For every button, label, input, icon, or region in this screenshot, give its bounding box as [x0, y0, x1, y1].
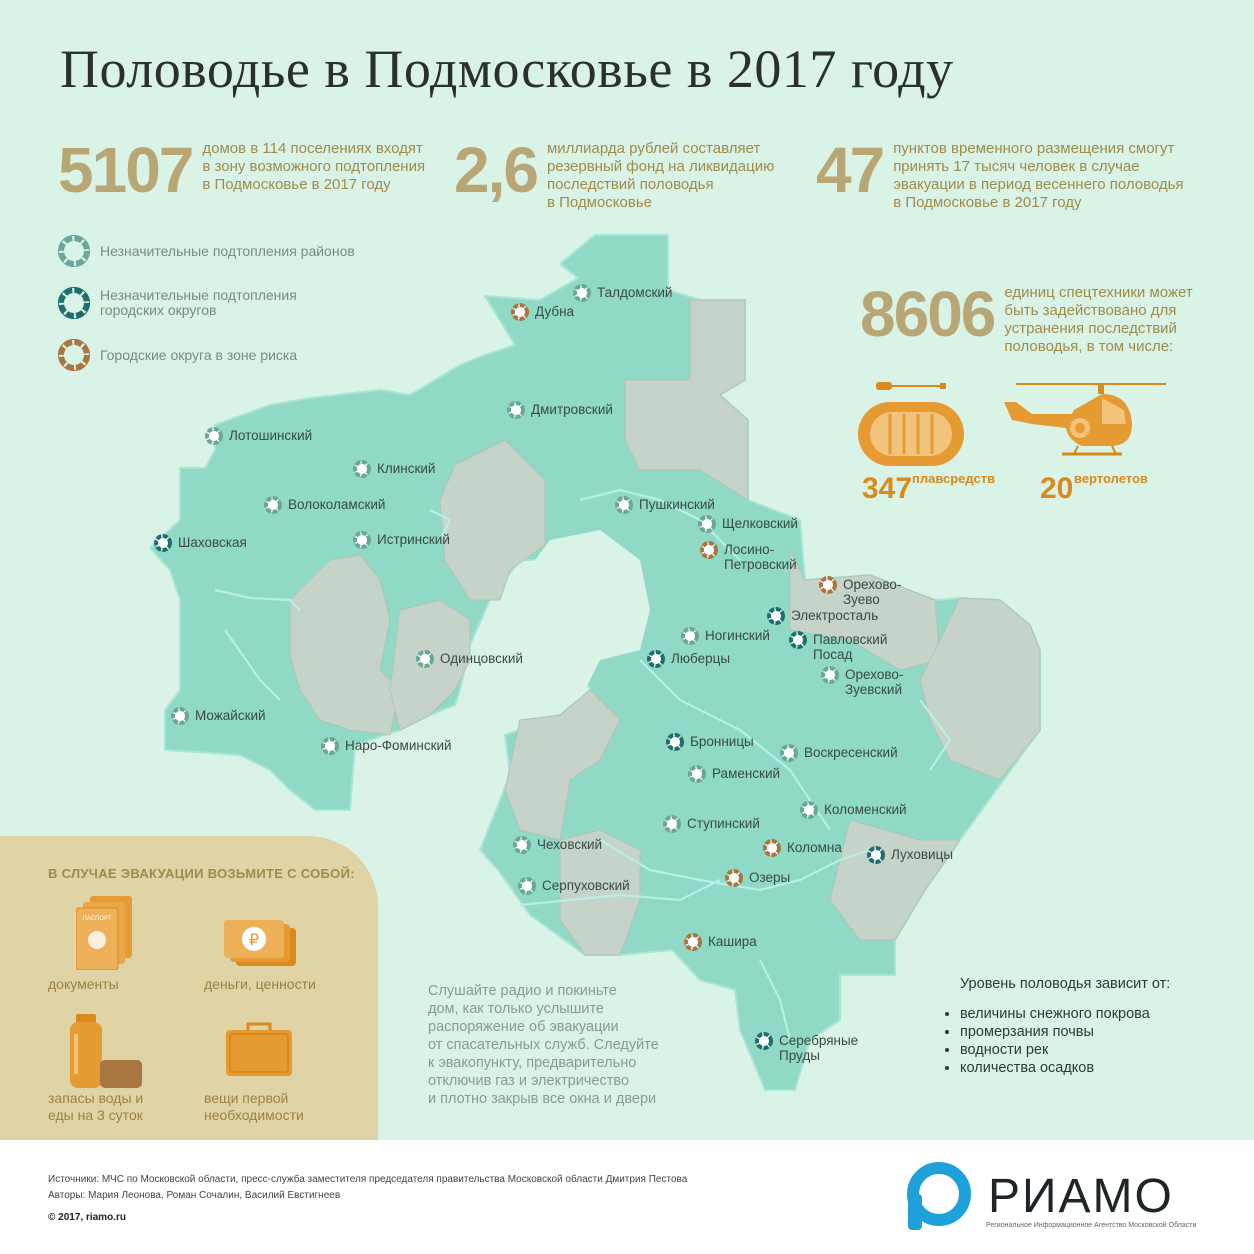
lifebuoy-icon: [788, 630, 808, 650]
city-dubna: Дубна: [510, 302, 574, 322]
lifebuoy-icon: [506, 400, 526, 420]
lifebuoy-icon: [687, 764, 707, 784]
evacuation-item-essentials: вещи первой необходимости: [204, 1090, 304, 1123]
stat-text: единиц спецтехники может быть задействовано для устранения последствий половодья, в том числе:: [1004, 284, 1193, 355]
city-ozery: Озеры: [724, 868, 790, 888]
lifebuoy-icon: [762, 838, 782, 858]
footer: [0, 1140, 1254, 1254]
thermos-icon: [66, 1014, 146, 1090]
city-shchelkovsky: Щелковский: [697, 514, 798, 534]
city-serpukhovsky: Серпуховский: [517, 876, 630, 896]
city-bronnitsy: Бронницы: [665, 732, 754, 752]
lifebuoy-icon: [415, 649, 435, 669]
lifebuoy-icon: [766, 606, 786, 626]
lifebuoy-icon: [352, 530, 372, 550]
city-orekhovo-zuevsky: Орехово- Зуевский: [820, 665, 903, 697]
money-icon: [220, 916, 300, 968]
helicopter-icon: [1002, 380, 1168, 460]
lifebuoy-icon: [646, 649, 666, 669]
passport-label: ПАСПОРТ: [82, 916, 112, 922]
suitcase-icon: [226, 1022, 292, 1078]
stat-number: 5107: [58, 134, 193, 206]
lifebuoy-icon: [754, 1031, 774, 1051]
city-pushkinsky: Пушкинский: [614, 495, 715, 515]
city-noginsky: Ногинский: [680, 626, 770, 646]
city-losino-petrovsky: Лосино- Петровский: [699, 540, 797, 572]
city-istrinsky: Истринский: [352, 530, 450, 550]
helicopters-count: 20: [1040, 472, 1074, 505]
authors-text: Авторы: Мария Леонова, Роман Сочалин, Василий Евстигнеев: [48, 1190, 341, 1201]
lifebuoy-icon: [799, 800, 819, 820]
copyright-text: © 2017, riamo.ru: [48, 1212, 126, 1223]
city-chekhovsky: Чеховский: [512, 835, 602, 855]
city-serebryanye-prudy: Серебряные Пруды: [754, 1031, 858, 1063]
city-elektrostal: Электросталь: [766, 606, 878, 626]
legend-label: Городские округа в зоне риска: [100, 346, 298, 363]
legend-label: Незначительные подтопления городских округов: [100, 287, 297, 318]
lifebuoy-icon: [779, 743, 799, 763]
city-kolomensky: Коломенский: [799, 800, 907, 820]
lifebuoy-icon: [263, 495, 283, 515]
city-lyubertsy: Люберцы: [646, 649, 730, 669]
flood-factors: [946, 975, 1170, 1077]
city-ramensky: Раменский: [687, 764, 780, 784]
evacuation-heading: В СЛУЧАЕ ЭВАКУАЦИИ ВОЗЬМИТЕ С СОБОЙ:: [48, 866, 355, 881]
lifebuoy-icon: [170, 706, 190, 726]
lifebuoy-icon: [697, 514, 717, 534]
city-kashira: Кашира: [683, 932, 757, 952]
sources-text: Источники: МЧС по Московской области, пресс-служба заместителя председателя правительства Московской области Дмитрия Пестова: [48, 1174, 688, 1185]
factor-item: • количества осадков: [960, 1059, 1170, 1077]
city-kolomna: Коломна: [762, 838, 842, 858]
city-mozhaysky: Можайский: [170, 706, 266, 726]
factor-item: • водности рек: [960, 1041, 1170, 1059]
documents-icon: [76, 896, 136, 970]
city-taldomsky: Талдомский: [572, 283, 672, 303]
city-odintsovsky: Одинцовский: [415, 649, 523, 669]
city-pavlovsky-posad: Павловский Посад: [788, 630, 887, 662]
stat-text: миллиарда рублей составляет резервный фонд на ликвидацию последствий половодья в Подмосковье: [546, 140, 775, 211]
riamo-logo: [906, 1160, 1197, 1232]
boats-label: плавсредств: [912, 471, 996, 486]
lifebuoy-icon: [662, 814, 682, 834]
legend-label: Незначительные подтопления районов: [100, 242, 355, 259]
city-lukhovitsy: Луховицы: [866, 845, 953, 865]
helicopters-label: вертолетов: [1074, 471, 1148, 486]
page-title: Половодье в Подмосковье в 2017 году: [60, 39, 954, 99]
city-lotoshinsky: Лотошинский: [204, 426, 312, 446]
lifebuoy-icon: [680, 626, 700, 646]
ruble-sign: ₽: [248, 930, 260, 949]
stat-text: пунктов временного размещения смогут принять 17 тысяч человек в случае эвакуации в период весеннего половодья в Подмосковье в 2017 году: [893, 140, 1184, 211]
boats-count: 347: [862, 472, 913, 505]
evacuation-note: Слушайте радио и покиньте дом, как только услышите распоряжение об эвакуации от спасательных служб. Следуйте к эвакопункту, предварительно отключив газ и электричество и плотно закрыв все окна и двери: [428, 983, 659, 1107]
city-orekhovo-zuevo: Орехово- Зуево: [818, 575, 901, 607]
boat-icon: [856, 378, 968, 470]
evacuation-item-documents: документы: [48, 976, 119, 992]
factor-item: • промерзания почвы: [960, 1023, 1170, 1041]
evacuation-item-food: запасы воды и еды на 3 суток: [48, 1090, 144, 1123]
city-dmitrovsky: Дмитровский: [506, 400, 613, 420]
stat-number: 2,6: [454, 134, 537, 206]
stat-text: домов в 114 поселениях входят в зону возможного подтопления в Подмосковье в 2017 году: [202, 140, 426, 193]
lifebuoy-icon: [517, 876, 537, 896]
city-naro-fominsky: Наро-Фоминский: [320, 736, 452, 756]
lifebuoy-icon: [614, 495, 634, 515]
lifebuoy-icon: [665, 732, 685, 752]
footer-credits: [48, 1172, 687, 1204]
city-stupinsky: Ступинский: [662, 814, 760, 834]
stat-number: 47: [816, 134, 884, 206]
city-voskresensky: Воскресенский: [779, 743, 898, 763]
lifebuoy-icon: [572, 283, 592, 303]
factors-list: [946, 1005, 1170, 1077]
lifebuoy-icon: [320, 736, 340, 756]
factors-title: Уровень половодья зависит от:: [960, 976, 1171, 992]
lifebuoy-icon: [818, 575, 838, 595]
evacuation-item-money: деньги, ценности: [204, 976, 316, 992]
city-volokolamsky: Волоколамский: [263, 495, 385, 515]
city-klinsky: Клинский: [352, 459, 435, 479]
lifebuoy-icon: [820, 665, 840, 685]
lifebuoy-icon: [866, 845, 886, 865]
lifebuoy-icon: [724, 868, 744, 888]
city-shakhovskaya: Шаховская: [153, 533, 247, 553]
lifebuoy-icon: [512, 835, 532, 855]
lifebuoy-icon: [683, 932, 703, 952]
logo-text: РИАМО: [988, 1169, 1174, 1223]
lifebuoy-icon: [510, 302, 530, 322]
lifebuoy-icon: [153, 533, 173, 553]
evacuation-panel: [0, 836, 378, 1140]
factor-item: • величины снежного покрова: [960, 1005, 1170, 1023]
stat-number: 8606: [860, 278, 995, 350]
lifebuoy-icon: [204, 426, 224, 446]
lifebuoy-icon: [699, 540, 719, 560]
logo-subtitle: Региональное Информационное Агентство Московской Области: [986, 1222, 1197, 1229]
riamo-logo-icon: [906, 1160, 972, 1232]
lifebuoy-icon: [352, 459, 372, 479]
